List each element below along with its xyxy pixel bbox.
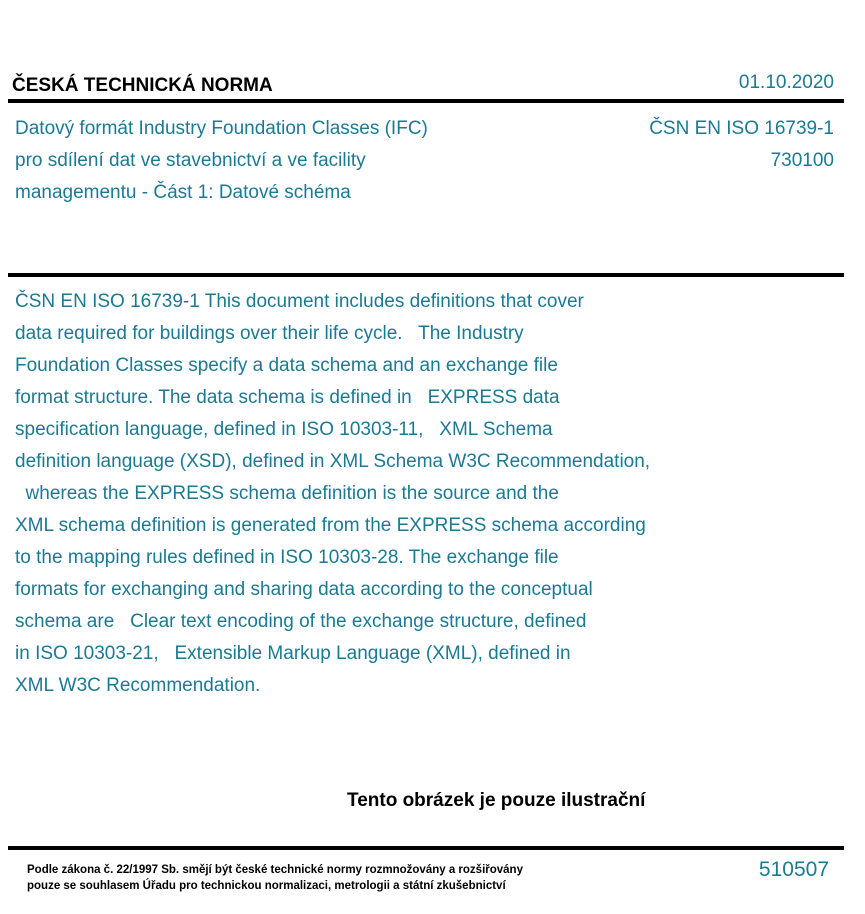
header-date: 01.10.2020 bbox=[738, 72, 834, 93]
abstract-line: to the mapping rules defined in ISO 10303-28. The exchange file bbox=[15, 547, 559, 568]
abstract-line: Foundation Classes specify a data schema and an exchange file bbox=[15, 355, 558, 376]
abstract-line: schema are Clear text encoding of the exchange structure, defined bbox=[15, 611, 587, 632]
abstract-line: data required for buildings over their life cycle. The Industry bbox=[15, 323, 524, 344]
legal-line: pouze se souhlasem Úřadu pro technickou normalizaci, metrologii a státní zkušebnictví bbox=[27, 880, 506, 892]
document-title-line: pro sdílení dat ve stavebnictví a ve facility bbox=[15, 150, 366, 171]
abstract-line: whereas the EXPRESS schema definition is the source and the bbox=[15, 483, 559, 504]
footer-code: 510507 bbox=[758, 858, 829, 881]
legal-notice bbox=[27, 862, 523, 894]
legal-line: Podle zákona č. 22/1997 Sb. smějí být české technické normy rozmnožovány a rozšiřovány bbox=[27, 864, 523, 876]
abstract-line: specification language, defined in ISO 10303-11, XML Schema bbox=[15, 419, 553, 440]
illustration-note: Tento obrázek je pouze ilustrační bbox=[347, 790, 646, 811]
abstract-line: XML schema definition is generated from the EXPRESS schema according bbox=[15, 515, 646, 536]
document-identifiers bbox=[649, 113, 834, 177]
abstract-line: in ISO 10303-21, Extensible Markup Language (XML), defined in bbox=[15, 643, 571, 664]
standard-number: ČSN EN ISO 16739-1 bbox=[649, 118, 834, 139]
abstract-line: ČSN EN ISO 16739-1 This document includes definitions that cover bbox=[15, 291, 584, 312]
abstract-line: XML W3C Recommendation. bbox=[15, 675, 261, 696]
abstract-line: format structure. The data schema is defined in EXPRESS data bbox=[15, 387, 560, 408]
document-title bbox=[15, 113, 575, 209]
classification-code: 730100 bbox=[770, 150, 834, 171]
footer-divider bbox=[8, 846, 844, 850]
document-title-line: managementu - Část 1: Datové schéma bbox=[15, 182, 351, 203]
abstract-text bbox=[15, 286, 845, 702]
title-divider bbox=[8, 273, 844, 277]
document-title-line: Datový formát Industry Foundation Classes (IFC) bbox=[15, 118, 428, 139]
header-title: ČESKÁ TECHNICKÁ NORMA bbox=[12, 75, 273, 96]
abstract-line: definition language (XSD), defined in XML Schema W3C Recommendation, bbox=[15, 451, 651, 472]
abstract-line: formats for exchanging and sharing data according to the conceptual bbox=[15, 579, 593, 600]
header-divider bbox=[8, 99, 844, 103]
